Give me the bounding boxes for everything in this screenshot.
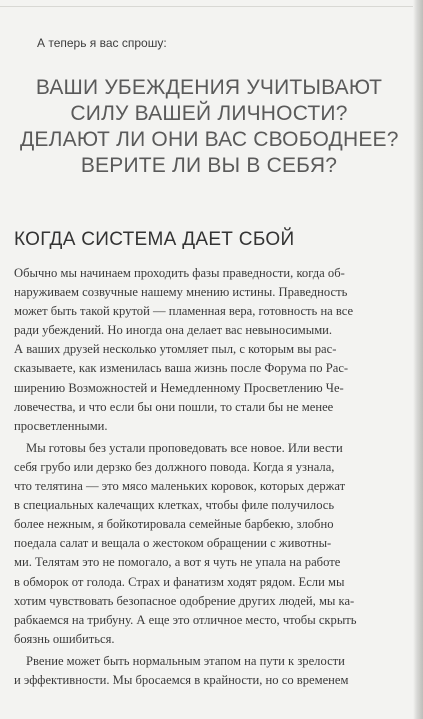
text-line: боязнь ошибиться. bbox=[14, 631, 115, 646]
text-line: может быть такой крутой — пламенная вера, готовность на все bbox=[14, 304, 354, 319]
paragraph bbox=[14, 652, 400, 690]
text-line: поедала салат и вещала о жестоком обращении с животны- bbox=[14, 536, 332, 551]
text-line: наруживаем созвучные нашему мнению истины. Праведность bbox=[14, 285, 348, 300]
body-text bbox=[14, 264, 400, 690]
paragraph bbox=[14, 264, 400, 436]
text-line: рабкаемся на трибуну. А еще это отличное место, чтобы скрыть bbox=[14, 612, 357, 627]
paragraph bbox=[14, 439, 400, 649]
text-line: и эффективности. Мы бросаемся в крайности, но со временем bbox=[14, 672, 349, 687]
text-line: ловечества, и что если бы они пошли, то стали бы не менее bbox=[14, 399, 334, 414]
question-line: ВЕРИТЕ ЛИ ВЫ В СЕБЯ? bbox=[80, 154, 338, 177]
text-line: хотим чувствовать безопасное одобрение других людей, мы ка- bbox=[14, 593, 355, 608]
text-line: А ваших друзей несколько утомляет пыл, с которым вы рас- bbox=[14, 342, 337, 357]
text-line: Мы готовы без устали проповедовать все новое. Или вести bbox=[26, 440, 343, 455]
text-line: Обычно мы начинаем проходить фазы праведности, когда об- bbox=[14, 266, 345, 280]
text-line: что телятина — это мясо маленьких коровок, которых держат bbox=[14, 479, 346, 494]
text-line: в обморок от голода. Страх и фанатизм ходят рядом. Если мы bbox=[14, 574, 345, 589]
question-line: СИЛУ ВАШЕЙ ЛИЧНОСТИ? bbox=[70, 102, 348, 125]
text-line: Рвение может быть нормальным этапом на пути к зрелости bbox=[26, 653, 345, 668]
text-line: ради убеждений. Но иногда она делает вас невыносимыми. bbox=[14, 323, 333, 338]
page-top-edge bbox=[0, 6, 413, 7]
text-line: сказываете, как изменилась ваша жизнь после Форума по Рас- bbox=[14, 361, 349, 376]
question-block bbox=[20, 75, 398, 179]
text-line: просветленными. bbox=[14, 418, 108, 433]
question-line: ВАШИ УБЕЖДЕНИЯ УЧИТЫВАЮТ bbox=[35, 76, 383, 99]
question-line: ДЕЛАЮТ ЛИ ОНИ ВАС СВОБОДНЕЕ? bbox=[20, 128, 399, 151]
page-side-edge bbox=[413, 0, 423, 719]
text-line: в специальных калечащих клетках, чтобы филе получилось bbox=[14, 498, 335, 513]
text-line: ширению Возможностей и Немедленному Просветлению Че- bbox=[14, 380, 344, 395]
text-line: более нежным, я бойкотировала семейные барбекю, злобно bbox=[14, 517, 334, 532]
text-line: себя грубо или дерзко без должного повода. Когда я узнала, bbox=[14, 459, 335, 474]
section-heading: КОГДА СИСТЕМА ДАЕТ СБОЙ bbox=[14, 229, 295, 250]
intro-line: А теперь я вас спрошу: bbox=[37, 36, 167, 50]
text-line: ми. Телятам это не помогало, а вот я чуть не упала на работе bbox=[14, 555, 341, 570]
